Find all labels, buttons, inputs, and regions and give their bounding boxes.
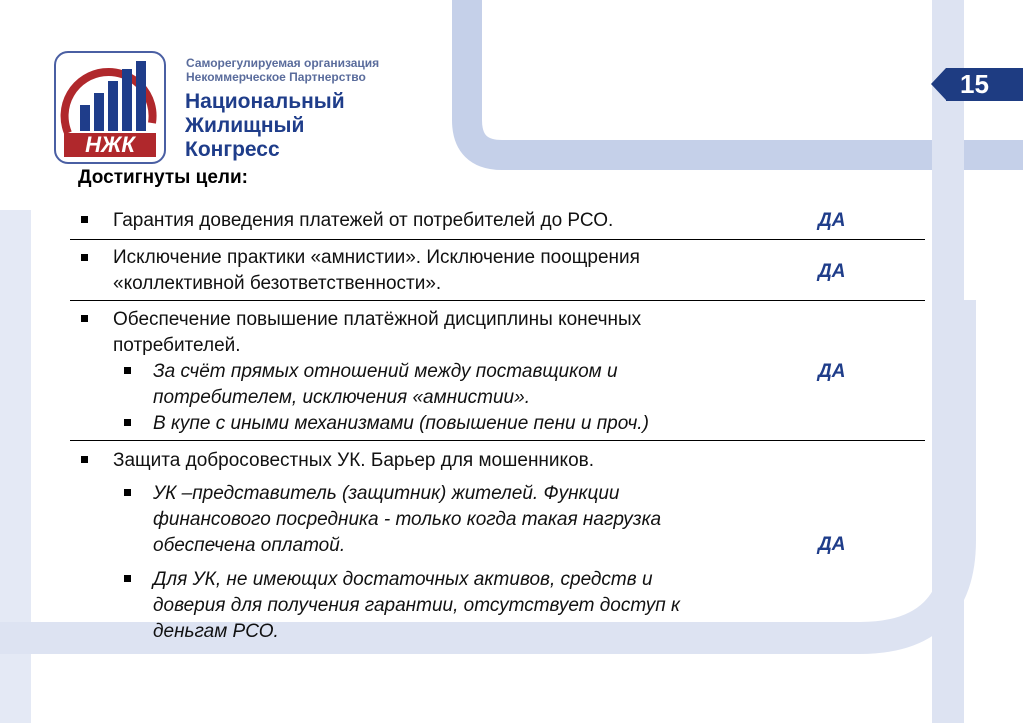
org-type: Саморегулируемая организация (186, 56, 380, 70)
bullet-icon (81, 216, 88, 223)
sub-point-text: УК –представитель (защитник) жителей. Функции (153, 483, 620, 504)
sub-point-text: деньгам РСО. (153, 621, 279, 642)
org-name-line-2: Жилищный (185, 114, 305, 137)
page-title: Достигнуты цели: (78, 167, 248, 188)
sub-bullet-icon (124, 489, 131, 496)
goal-status: ДА (818, 534, 846, 555)
sub-point-text: обеспечена оплатой. (153, 535, 346, 556)
sub-point-text: потребителем, исключения «амнистии». (153, 387, 530, 408)
sub-bullet-icon (124, 575, 131, 582)
goal-text: Защита добросовестных УК. Барьер для мошенников. (113, 450, 595, 471)
goal-status: ДА (818, 361, 846, 382)
org-form: Некоммерческое Партнерство (186, 70, 366, 84)
sub-bullet-icon (124, 419, 131, 426)
sub-point-text: В купе с иными механизмами (повышение пени и проч.) (153, 413, 649, 434)
sub-point-text: доверия для получения гарантии, отсутствует доступ к (153, 595, 680, 616)
page-number: 15 (946, 68, 1023, 101)
goal-text: Обеспечение повышение платёжной дисциплины конечных (113, 309, 642, 330)
sub-point-text: финансового посредника - только когда такая нагрузка (153, 509, 662, 530)
logo (54, 51, 166, 164)
goal-status: ДА (818, 210, 846, 231)
org-name-line-3: Конгресс (185, 138, 280, 161)
goal-text: Гарантия доведения платежей от потребителей до РСО. (113, 210, 614, 231)
sub-bullet-icon (124, 367, 131, 374)
bullet-icon (81, 254, 88, 261)
sub-point-text: Для УК, не имеющих достаточных активов, средств и (153, 569, 653, 590)
bullet-icon (81, 315, 88, 322)
goal-text: «коллективной безответственности». (113, 273, 442, 294)
goal-text: потребителей. (113, 335, 241, 356)
org-name-line-1: Национальный (185, 90, 345, 113)
row-divider (70, 300, 925, 301)
row-divider (70, 440, 925, 441)
bullet-icon (81, 456, 88, 463)
goal-text: Исключение практики «амнистии». Исключение поощрения (113, 247, 640, 268)
row-divider (70, 239, 925, 240)
goal-status: ДА (818, 261, 846, 282)
sub-point-text: За счёт прямых отношений между поставщиком и (153, 361, 618, 382)
logo-text: НЖК (85, 132, 135, 157)
